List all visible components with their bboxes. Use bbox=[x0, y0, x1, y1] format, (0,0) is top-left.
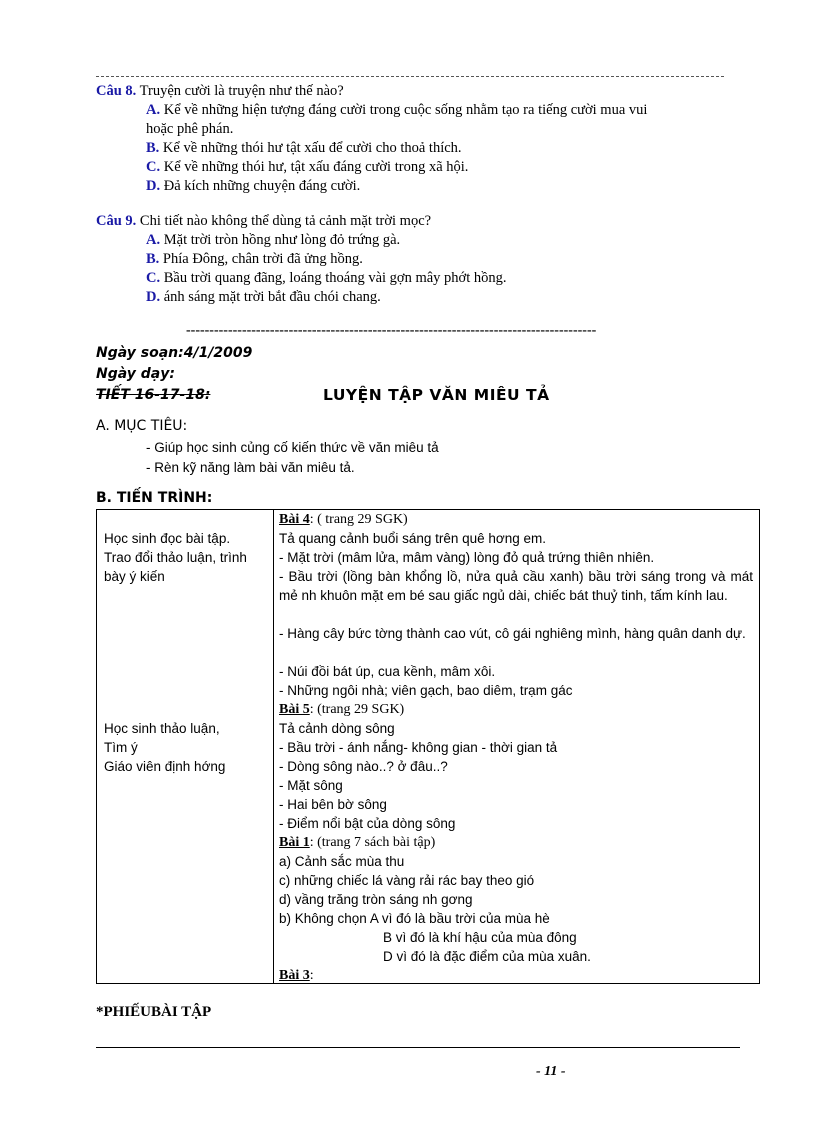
exercise-label: Bài 5 bbox=[279, 702, 310, 717]
content-line: - Những ngôi nhà; viên gạch, bao diêm, trạm gác bbox=[279, 683, 573, 698]
section-a-heading: A. MỤC TIÊU: bbox=[96, 418, 188, 434]
worksheet-heading: *PHIẾUBÀI TẬP bbox=[96, 1004, 212, 1020]
content-paragraph: - Bầu trời (lồng bàn khổng lồ, nửa quả cầu xanh) bầu trời sáng trong và mát mẻ nh khuôn mặt em bé sau giấc ngủ dài, chiếc bát thuỷ tinh, tấm kính lau. bbox=[279, 569, 753, 603]
question-text: Truyện cười là truyện như thế nào? bbox=[136, 83, 344, 99]
left-line-3: bày ý kiến bbox=[104, 569, 165, 584]
option-letter: A. bbox=[146, 102, 161, 118]
exercise-4-heading bbox=[279, 510, 753, 529]
option-c bbox=[146, 158, 468, 177]
content-line: - Điểm nổi bật của dòng sông bbox=[279, 816, 456, 831]
lesson-period: TIẾT 16-17-18: bbox=[96, 387, 211, 403]
footer-rule bbox=[96, 1047, 740, 1048]
option-a bbox=[146, 231, 400, 250]
content-line: Tả quang cảnh buổi sáng trên quê hơng em. bbox=[279, 531, 547, 546]
content-line: a) Cảnh sắc mùa thu bbox=[279, 854, 405, 869]
option-b bbox=[146, 139, 462, 158]
content-line: c) những chiếc lá vàng rải rác bay theo gió bbox=[279, 873, 535, 888]
objective-1: - Giúp học sinh củng cố kiến thức về văn miêu tả bbox=[146, 440, 439, 455]
question-8 bbox=[96, 82, 344, 101]
content-line: - Mặt trời (mâm lửa, mâm vàng) lòng đỏ quả trứng thiên nhiên. bbox=[279, 550, 655, 565]
section-b-heading: B. TIẾN TRÌNH: bbox=[96, 490, 213, 506]
option-letter: C. bbox=[146, 270, 161, 286]
option-a-cont bbox=[146, 120, 233, 139]
option-text: Kể về những hiện tượng đáng cười trong cuộc sống nhằm tạo ra tiếng cười mua vui bbox=[160, 102, 648, 118]
content-paragraph: - Hàng cây bức tờng thành cao vút, cô gái nghiêng mình, hàng quân danh dự. bbox=[279, 626, 746, 641]
objective-2: - Rèn kỹ năng làm bài văn miêu tả. bbox=[146, 460, 355, 475]
content-line: B vì đó là khí hậu của mùa đông bbox=[383, 930, 577, 945]
question-number: Câu 8. bbox=[96, 83, 137, 99]
exercise-3-heading bbox=[279, 966, 753, 985]
option-letter: D. bbox=[146, 289, 161, 305]
left-line-6: Giáo viên định hớng bbox=[104, 759, 226, 774]
content-line: - Hai bên bờ sông bbox=[279, 797, 387, 812]
option-text: ánh sáng mặt trời bắt đầu chói chang. bbox=[160, 289, 381, 305]
content-line: - Núi đồi bát úp, cua kềnh, mâm xôi. bbox=[279, 664, 496, 679]
exercise-source: : (trang 7 sách bài tập) bbox=[309, 835, 436, 850]
option-text: hoặc phê phán. bbox=[146, 121, 234, 137]
left-line-4: Học sinh thảo luận, bbox=[104, 721, 220, 736]
exercise-source: : bbox=[309, 968, 314, 983]
separator-dashes: ---------------------------------------------------------------------------------------- bbox=[186, 323, 597, 338]
left-line-1: Học sinh đọc bài tập. bbox=[104, 531, 231, 546]
exercise-label: Bài 3 bbox=[279, 968, 310, 983]
content-line: b) Không chọn A vì đó là bầu trời của mùa hè bbox=[279, 911, 550, 926]
page-number: - 11 - bbox=[536, 1064, 566, 1079]
question-9 bbox=[96, 212, 431, 231]
left-line-2: Trao đổi thảo luận, trình bbox=[104, 550, 247, 565]
option-a bbox=[146, 101, 647, 120]
content-line: Tả cảnh dòng sông bbox=[279, 721, 395, 736]
exercise-1-heading bbox=[279, 833, 753, 852]
date-taught: Ngày dạy: bbox=[96, 366, 175, 382]
content-line: D vì đó là đặc điểm của mùa xuân. bbox=[383, 949, 591, 964]
option-letter: C. bbox=[146, 159, 161, 175]
content-line: - Mặt sông bbox=[279, 778, 343, 793]
content-line: - Bầu trời - ánh nắng- không gian - thời gian tả bbox=[279, 740, 558, 755]
header-rule bbox=[96, 76, 724, 77]
left-line-5: Tìm ý bbox=[104, 740, 138, 755]
option-text: Đả kích những chuyện đáng cười. bbox=[160, 178, 361, 194]
content-line: d) vầng trăng tròn sáng nh gơng bbox=[279, 892, 473, 907]
option-c bbox=[146, 269, 507, 288]
question-number: Câu 9. bbox=[96, 213, 137, 229]
question-text: Chi tiết nào không thể dùng tả cảnh mặt trời mọc? bbox=[136, 213, 432, 229]
option-text: Kể về những thói hư, tật xấu đáng cười trong xã hội. bbox=[160, 159, 469, 175]
exercise-label: Bài 1 bbox=[279, 835, 310, 850]
content-line: - Dòng sông nào..? ở đâu..? bbox=[279, 759, 448, 774]
lesson-title: LUYỆN TẬP VĂN MIÊU TẢ bbox=[323, 386, 550, 404]
option-text: Kể về những thói hư tật xấu để cười cho thoả thích. bbox=[159, 140, 462, 156]
option-letter: A. bbox=[146, 232, 161, 248]
option-text: Phía Đông, chân trời đã ửng hồng. bbox=[159, 251, 363, 267]
exercise-source: : ( trang 29 SGK) bbox=[309, 512, 408, 527]
option-text: Mặt trời tròn hồng như lòng đỏ trứng gà. bbox=[160, 232, 401, 248]
option-letter: B. bbox=[146, 251, 160, 267]
option-letter: B. bbox=[146, 140, 160, 156]
date-prepared: Ngày soạn:4/1/2009 bbox=[96, 345, 253, 361]
option-d bbox=[146, 177, 360, 196]
option-b bbox=[146, 250, 363, 269]
exercise-5-heading bbox=[279, 700, 753, 719]
exercise-label: Bài 4 bbox=[279, 512, 310, 527]
option-letter: D. bbox=[146, 178, 161, 194]
option-text: Bầu trời quang đãng, loáng thoáng vài gợn mây phớt hồng. bbox=[160, 270, 507, 286]
exercise-source: : (trang 29 SGK) bbox=[309, 702, 405, 717]
option-d bbox=[146, 288, 381, 307]
